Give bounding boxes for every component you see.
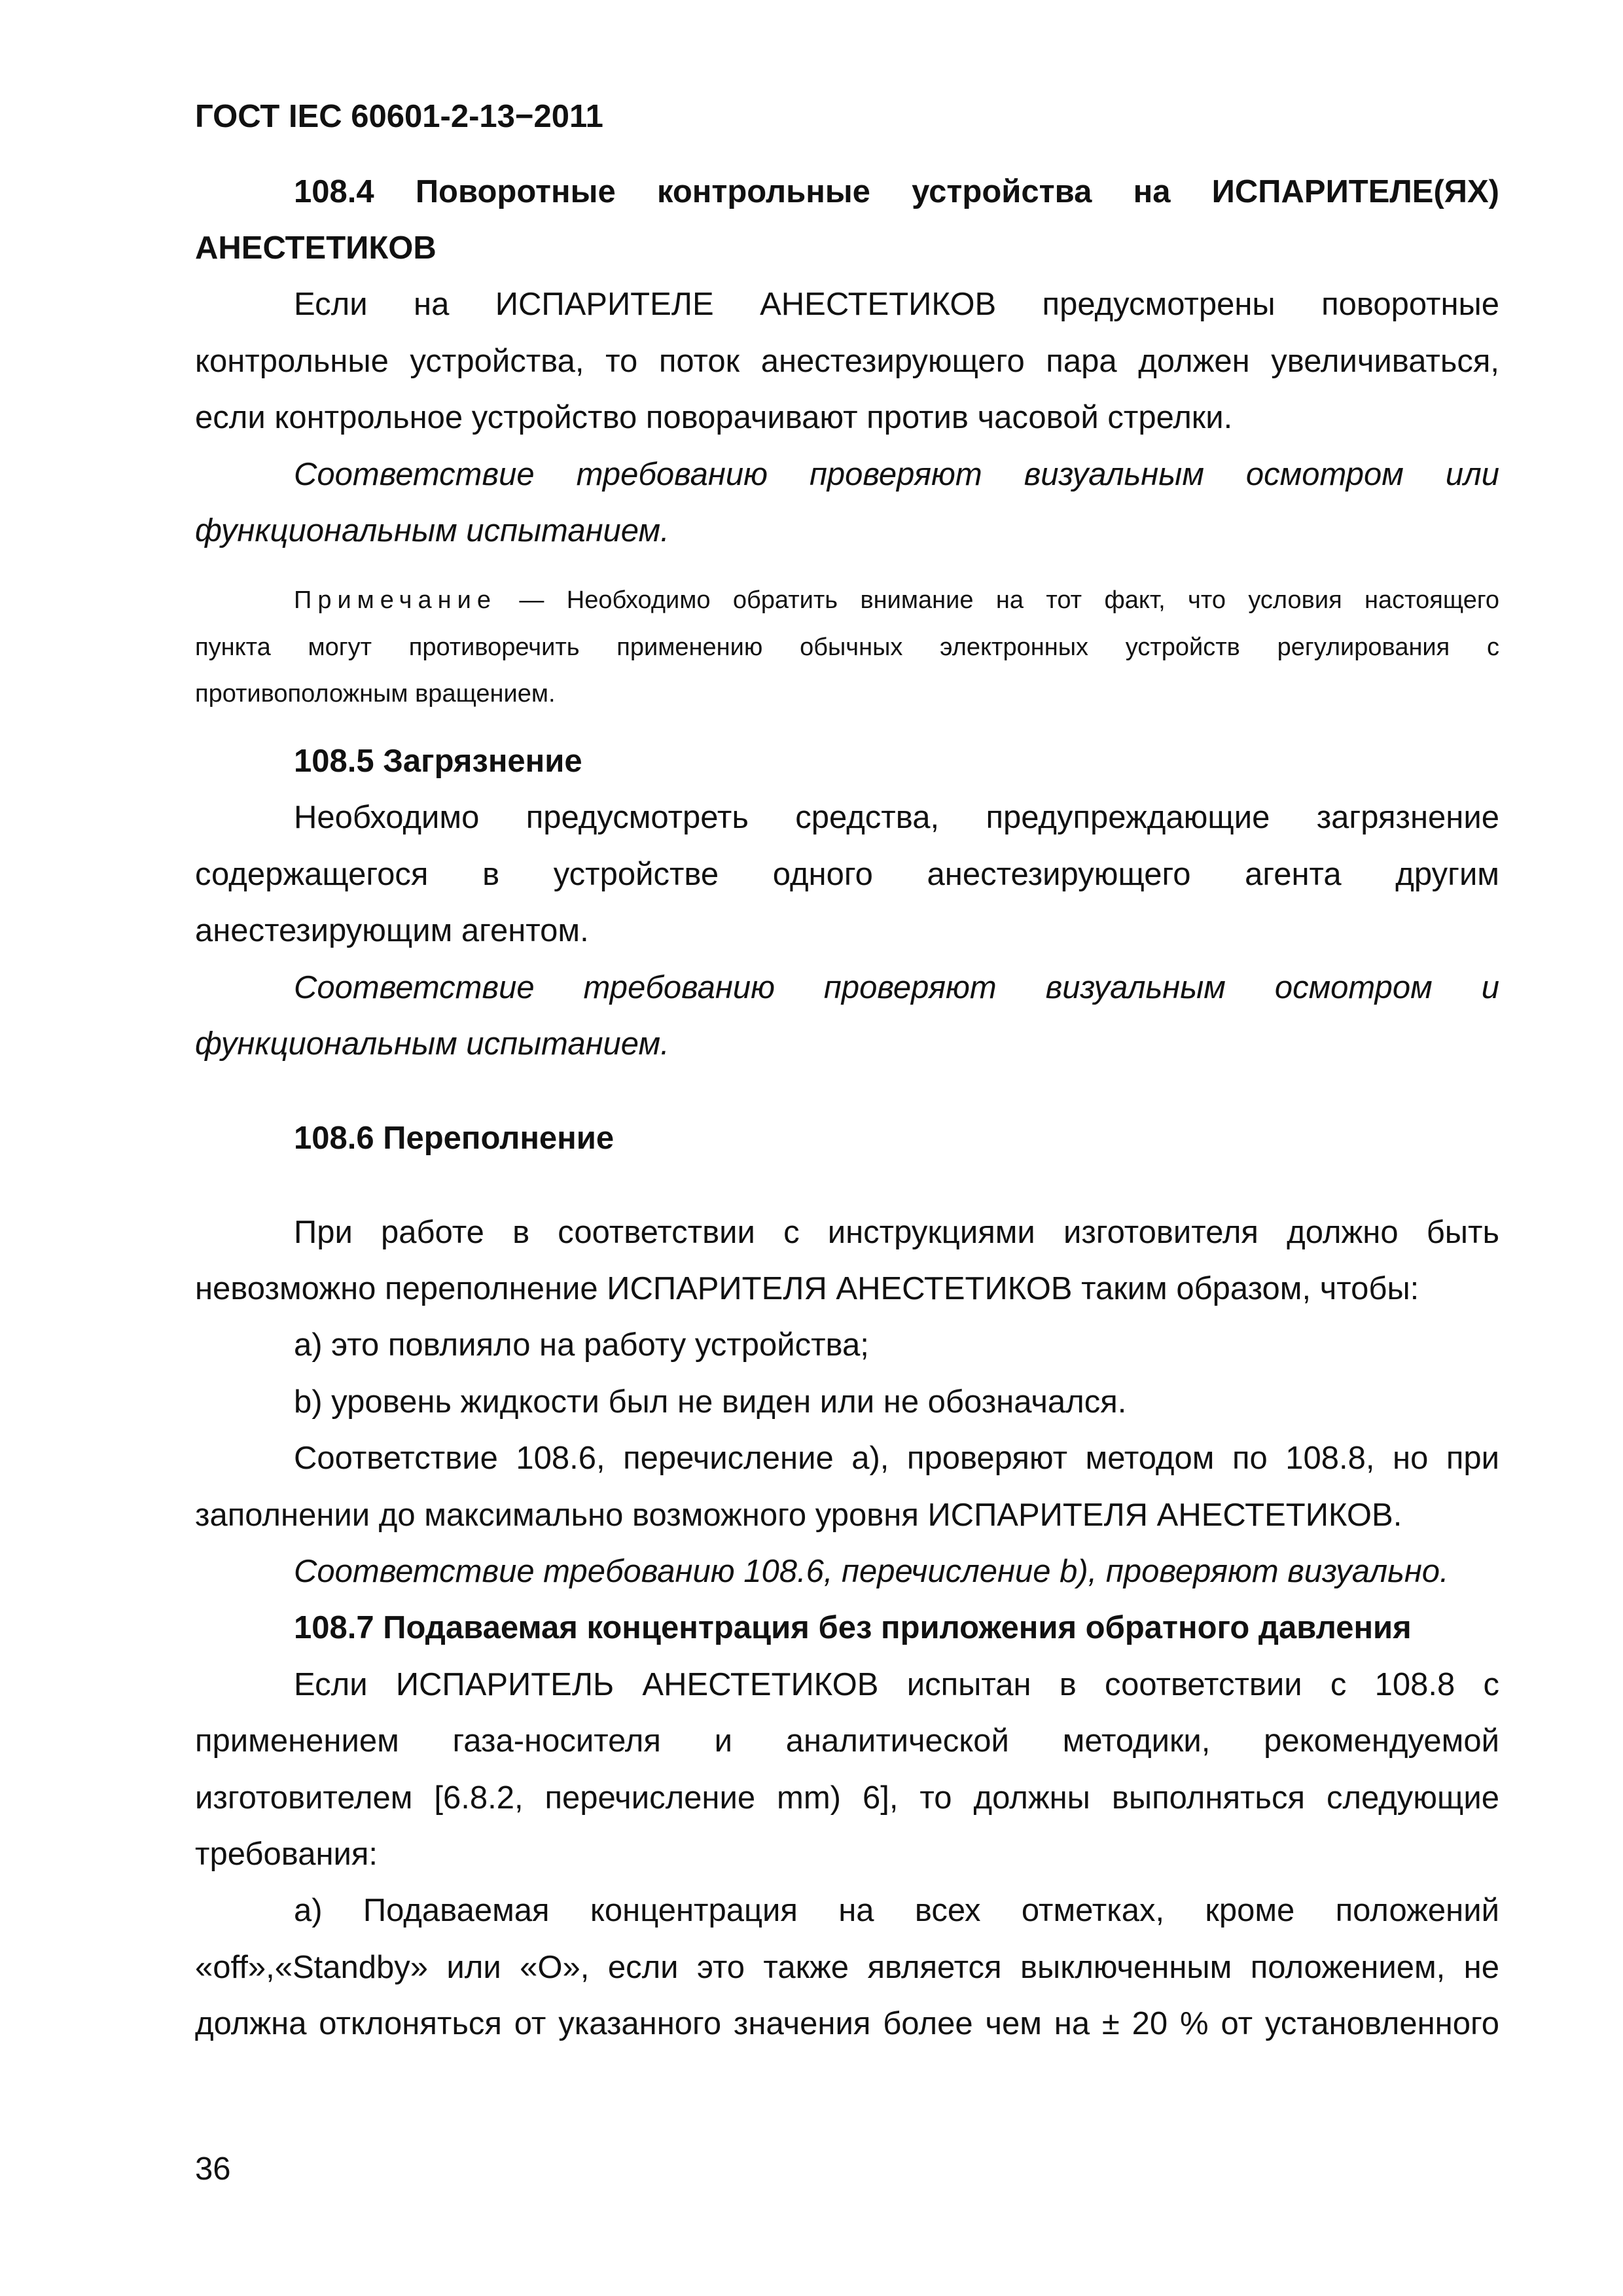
list-item-b: b) уровень жидкости был не виден или не обозначался. [294,1384,1127,1420]
paragraph-line: заполнении до максимально возможного уровня ИСПАРИТЕЛЯ АНЕСТЕТИКОВ. [195,1498,1402,1533]
compliance-check-line: Соответствие требованию проверяют визуальным осмотром или [294,457,1499,492]
note-line [294,584,1499,616]
paragraph-line: изготовителем [6.8.2, перечисление mm) 6], то должны выполняться следующие [195,1780,1499,1816]
paragraph-line: применением газа-носителя и аналитической методики, рекомендуемой [195,1723,1499,1759]
paragraph-line: а) Подаваемая концентрация на всех отметках, кроме положений [294,1893,1499,1928]
paragraph-line: «off»,«Standby» или «O», если это также является выключенным положением, не [195,1950,1499,1985]
paragraph-line: анестезирующим агентом. [195,913,589,948]
compliance-check-line: Соответствие требованию проверяют визуальным осмотром и [294,970,1499,1005]
paragraph-line: требования: [195,1837,378,1872]
paragraph-line: Соответствие 108.6, перечисление а), проверяют методом по 108.8, но при [294,1441,1499,1476]
note-label: Примечание [294,586,497,614]
note-line: противоположным вращением. [195,680,556,708]
section-108-7-title: 108.7 Подаваемая концентрация без приложения обратного давления [294,1610,1412,1645]
page-number: 36 [195,2151,231,2187]
paragraph-line: невозможно переполнение ИСПАРИТЕЛЯ АНЕСТЕТИКОВ таким образом, чтобы: [195,1271,1419,1306]
paragraph-line: Необходимо предусмотреть средства, предупреждающие загрязнение [294,800,1499,835]
paragraph-line: если контрольное устройство поворачивают против часовой стрелки. [195,400,1233,435]
paragraph-line: Если ИСПАРИТЕЛЬ АНЕСТЕТИКОВ испытан в соответствии с 108.8 с [294,1667,1499,1702]
section-108-4-title-cont: АНЕСТЕТИКОВ [195,230,437,266]
list-item-a: а) это повлияло на работу устройства; [294,1327,869,1363]
compliance-check-line: функциональным испытанием. [195,513,669,548]
paragraph-line: содержащегося в устройстве одного анестезирующего агента другим [195,857,1499,892]
section-108-5-title: 108.5 Загрязнение [294,744,582,779]
compliance-check-line: функциональным испытанием. [195,1026,669,1062]
section-108-6-title: 108.6 Переполнение [294,1121,615,1156]
document-code-header: ГОСТ IEC 60601-2-13−2011 [195,99,603,134]
paragraph-line: Если на ИСПАРИТЕЛЕ АНЕСТЕТИКОВ предусмотрены поворотные [294,287,1499,322]
note-line: пункта могут противоречить применению обычных электронных устройств регулирования с [195,634,1499,661]
paragraph-line: должна отклоняться от указанного значения более чем на ± 20 % от установленного [195,2006,1499,2041]
paragraph-line: При работе в соответствии с инструкциями изготовителя должно быть [294,1215,1499,1250]
paragraph-line: контрольные устройства, то поток анестезирующего пара должен увеличиваться, [195,344,1499,379]
note-text: — Необходимо обратить внимание на тот факт, что условия настоящего [496,586,1499,614]
section-108-4-title: 108.4 Поворотные контрольные устройства на ИСПАРИТЕЛЕ(ЯХ) [294,174,1499,209]
compliance-check-line: Соответствие требованию 108.6, перечисление b), проверяют визуально. [294,1554,1449,1589]
